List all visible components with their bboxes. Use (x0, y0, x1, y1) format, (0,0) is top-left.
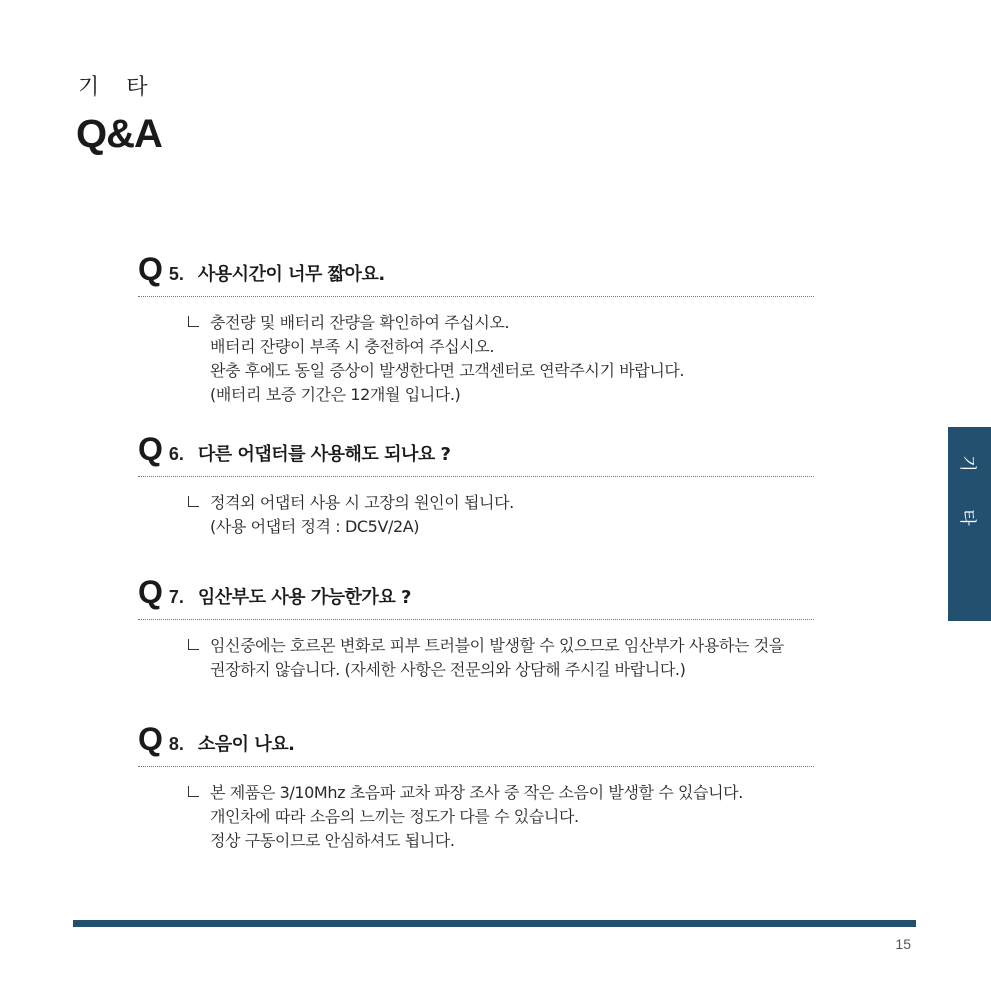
question-mark: Q (138, 721, 163, 757)
qa-item-7 (138, 575, 814, 682)
dotted-divider (138, 766, 814, 767)
question-heading (138, 722, 814, 756)
qa-item-6 (138, 432, 814, 539)
dotted-divider (138, 619, 814, 620)
answer-line: 완충 후에도 동일 증상이 발생한다면 고객센터로 연락주시기 바랍니다. (210, 361, 685, 380)
question-mark: Q (138, 251, 163, 287)
answer-line: (사용 어댑터 정격 : DC5V/2A) (210, 517, 420, 536)
dotted-divider (138, 476, 814, 477)
answer-line: 배터리 잔량이 부족 시 충전하여 주십시오. (210, 337, 495, 356)
qa-item-8 (138, 722, 814, 853)
question-mark: Q (138, 431, 163, 467)
page-number: 15 (895, 936, 911, 952)
answer-corner-icon (188, 496, 199, 507)
answer-corner-icon (188, 639, 199, 650)
answer-line: 권장하지 않습니다. (자세한 사항은 전문의와 상담해 주시길 바랍니다.) (210, 660, 686, 679)
question-mark: Q (138, 574, 163, 610)
side-tab-char: 타 (957, 509, 977, 526)
answer-block (138, 781, 814, 853)
answer-block (138, 491, 814, 539)
question-text: 다른 어댑터를 사용해도 되나요 ? (197, 444, 451, 465)
answer-block (138, 311, 814, 407)
answer-line: 충전량 및 배터리 잔량을 확인하여 주십시오. (210, 313, 510, 332)
side-tab-char: 기 (957, 455, 977, 472)
answer-line: 정상 구동이므로 안심하셔도 됩니다. (210, 831, 455, 850)
question-number: 7. (168, 587, 184, 607)
question-number: 6. (168, 444, 184, 464)
page-title: Q&A (76, 112, 162, 156)
answer-line: (배터리 보증 기간은 12개월 입니다.) (210, 385, 461, 404)
question-heading (138, 252, 814, 286)
qa-item-5 (138, 252, 814, 407)
question-text: 사용시간이 너무 짧아요. (197, 264, 385, 285)
question-text: 소음이 나요. (197, 734, 295, 755)
answer-line: 개인차에 따라 소음의 느끼는 정도가 다를 수 있습니다. (210, 807, 579, 826)
side-section-tab (948, 427, 991, 621)
answer-line: 본 제품은 3/10Mhz 초음파 교차 파장 조사 중 작은 소음이 발생할 수 있습니다. (210, 783, 743, 802)
answer-corner-icon (188, 316, 199, 327)
question-number: 8. (168, 734, 184, 754)
question-text: 임산부도 사용 가능한가요 ? (197, 587, 411, 608)
question-heading (138, 575, 814, 609)
footer-bar (73, 920, 916, 927)
section-label: 기 타 (78, 75, 158, 100)
answer-corner-icon (188, 786, 199, 797)
answer-block (138, 634, 814, 682)
question-heading (138, 432, 814, 466)
answer-line: 정격외 어댑터 사용 시 고장의 원인이 됩니다. (210, 493, 514, 512)
dotted-divider (138, 296, 814, 297)
answer-line: 임신중에는 호르몬 변화로 피부 트러블이 발생할 수 있으므로 임산부가 사용하는 것을 (210, 636, 784, 655)
question-number: 5. (168, 264, 184, 284)
